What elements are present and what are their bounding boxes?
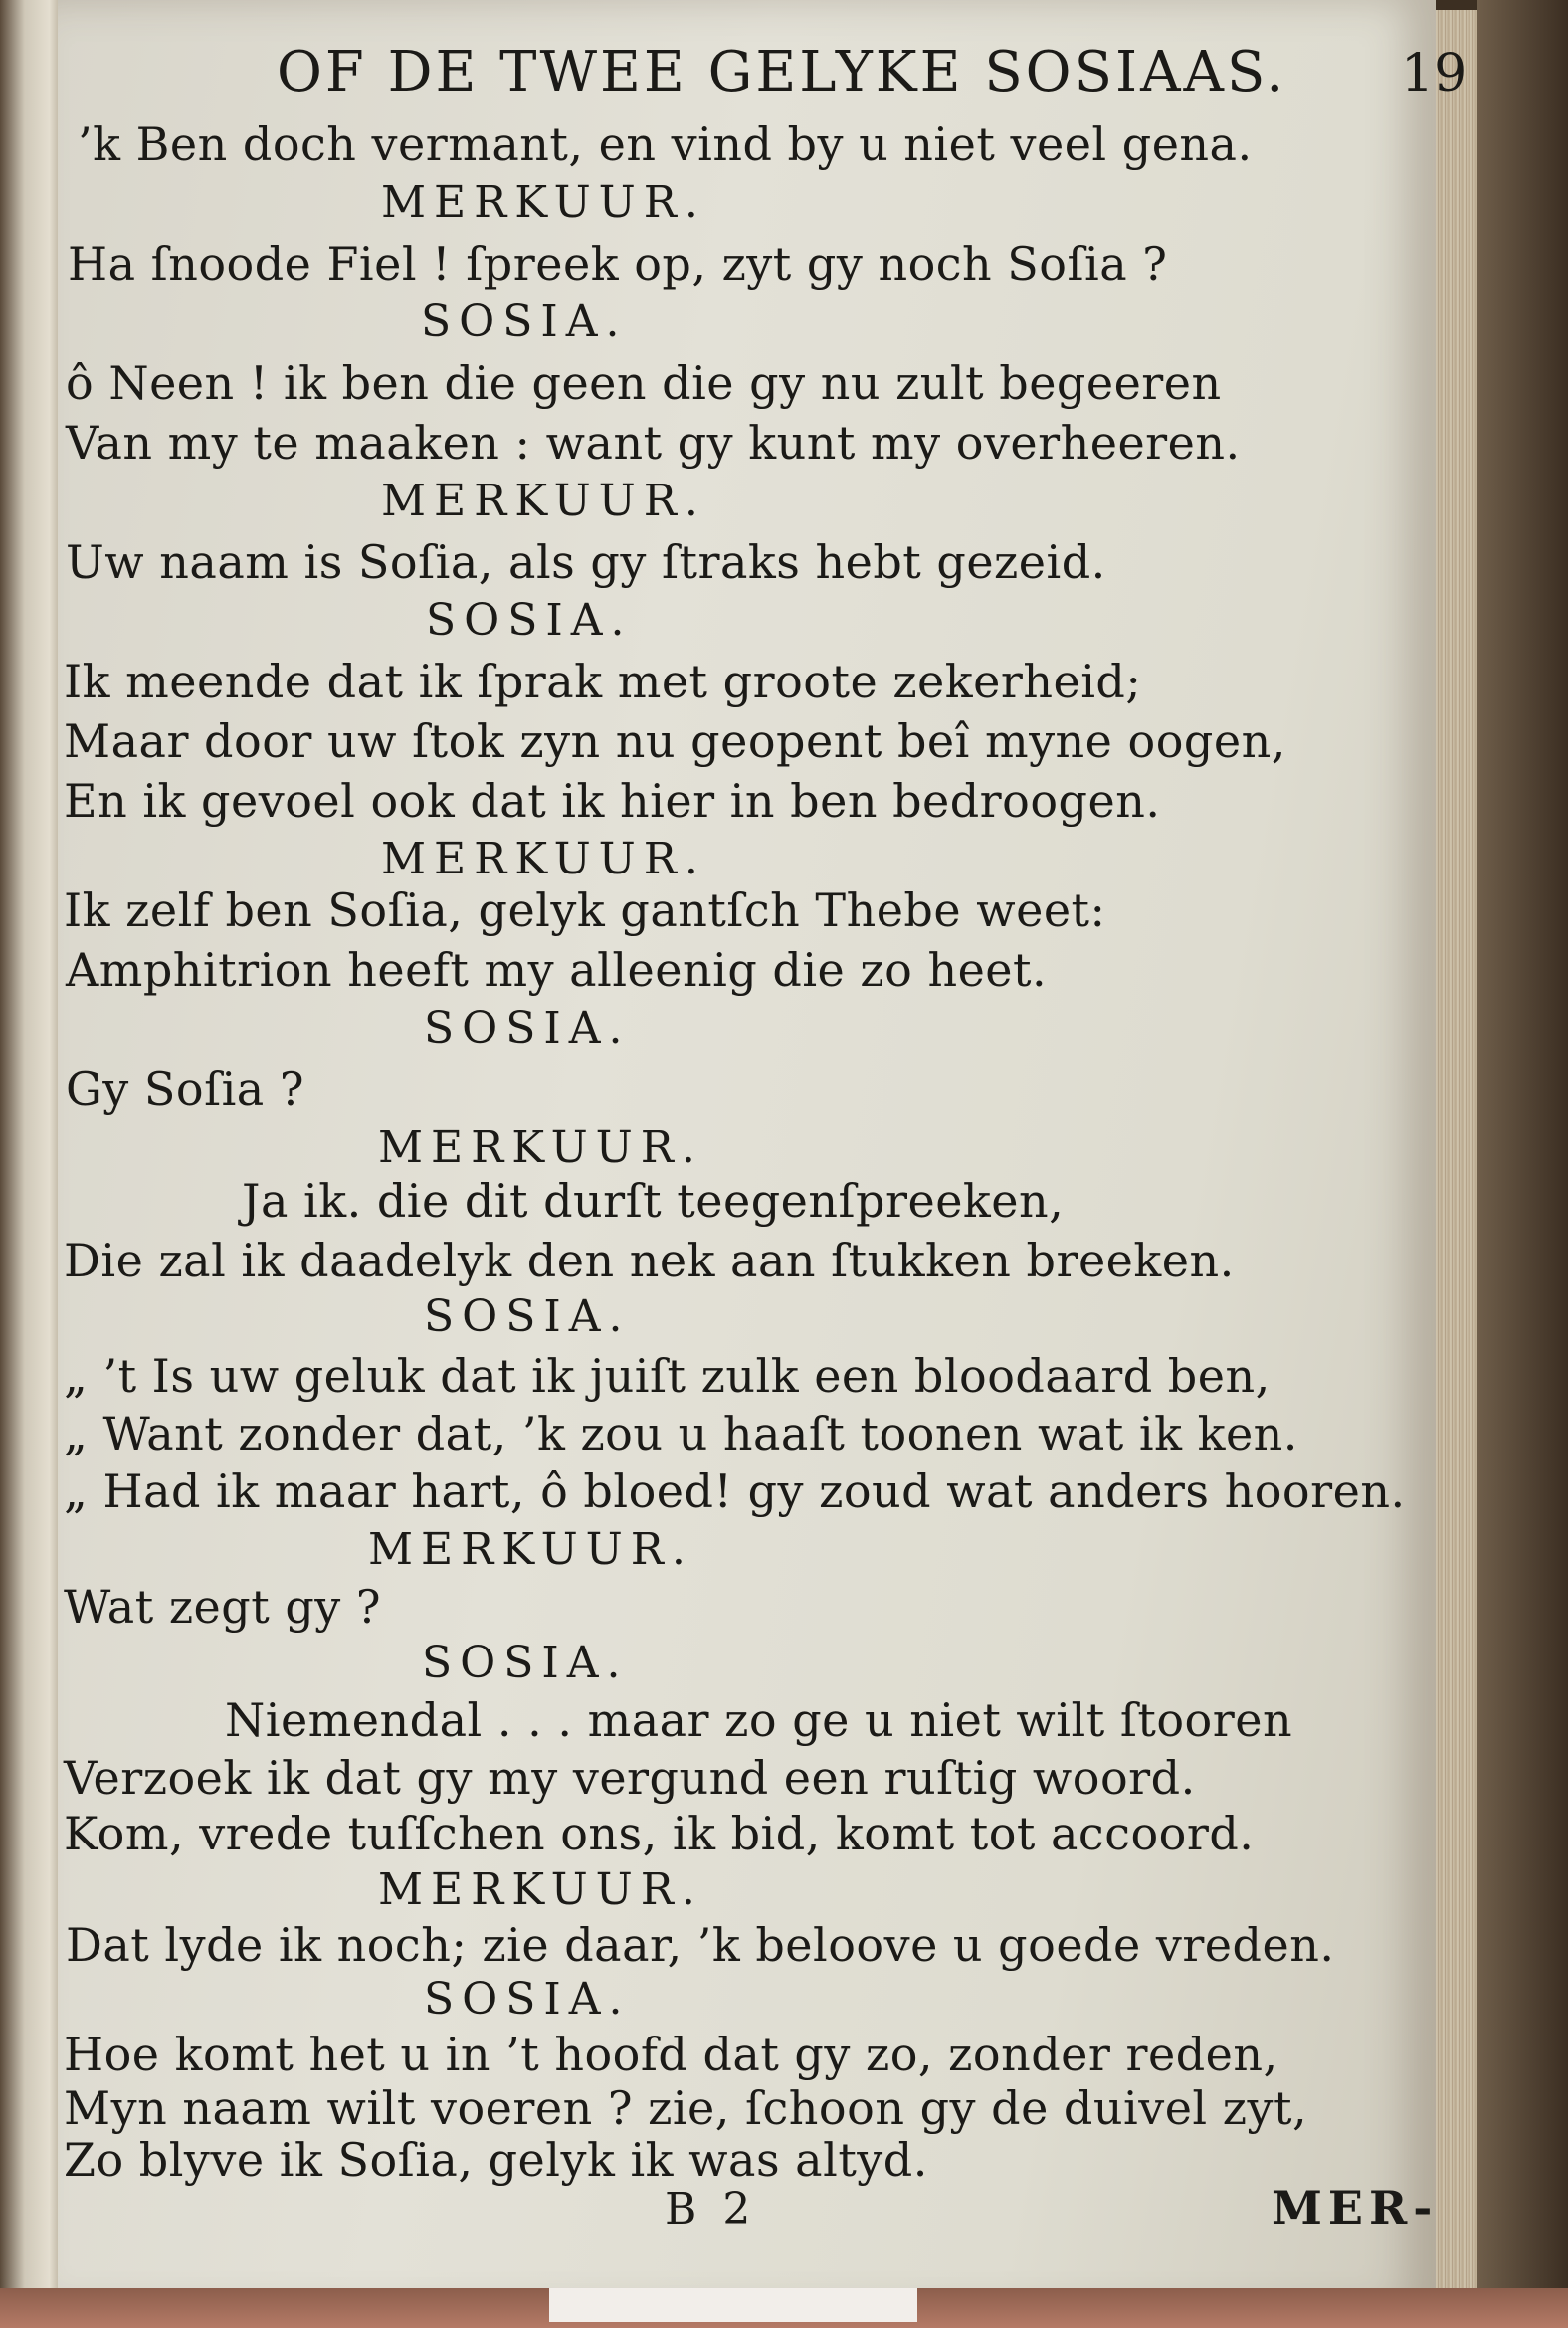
signature-mark: B 2: [665, 2184, 757, 2234]
verse-line: Uw naam is Soſia, als gy ſtraks hebt gezeid.: [66, 535, 1106, 589]
catchword: MER-: [1272, 2181, 1439, 2234]
verse-line: En ik gevoel ook dat ik hier in ben bedroogen.: [64, 774, 1161, 828]
page-number: 19: [1401, 44, 1468, 103]
verse-line: Wat zegt gy ?: [64, 1580, 382, 1634]
speaker-heading: SOSIA.: [421, 296, 628, 347]
verse-line: „ Had ik maar hart, ô bloed! gy zoud wat anders hooren.: [64, 1464, 1406, 1518]
bottom-band: [0, 2288, 1568, 2328]
speaker-heading: MERKUUR.: [381, 834, 706, 884]
verse-line: Ha ſnoode Fiel ! ſpreek op, zyt gy noch Soſia ?: [68, 237, 1168, 291]
speaker-heading: SOSIA.: [424, 1003, 631, 1054]
speaker-heading: SOSIA.: [426, 595, 633, 646]
book-page: [58, 0, 1468, 2313]
verse-line: Kom, vrede tuſſchen ons, ik bid, komt tot accoord.: [64, 1807, 1255, 1860]
verse-line: Gy Soſia ?: [66, 1063, 305, 1116]
book-cover: [1477, 0, 1568, 2328]
verse-line: ’k Ben doch vermant, en vind by u niet veel gena.: [78, 117, 1253, 171]
speaker-heading: MERKUUR.: [381, 476, 706, 526]
speaker-heading: MERKUUR.: [381, 177, 706, 228]
verse-line: Van my te maaken : want gy kunt my overheeren.: [66, 416, 1241, 470]
verse-line: Myn naam wilt voeren ? zie, ſchoon gy de duivel zyt,: [64, 2081, 1308, 2135]
verse-line: „ ’t Is uw geluk dat ik juiſt zulk een bloodaard ben,: [64, 1349, 1271, 1403]
verse-line: Amphitrion heeft my alleenig die zo heet.: [66, 943, 1048, 997]
page-header: [277, 40, 1470, 119]
verse-line: „ Want zonder dat, ’k zou u haaſt toonen wat ik ken.: [64, 1407, 1298, 1460]
speaker-heading: SOSIA.: [424, 1291, 631, 1342]
verse-line: Ik meende dat ik ſprak met groote zekerheid;: [64, 655, 1142, 708]
label-strip: [549, 2288, 917, 2322]
speaker-heading: MERKUUR.: [378, 1864, 703, 1915]
speaker-heading: MERKUUR.: [368, 1524, 693, 1575]
speaker-heading: SOSIA.: [422, 1638, 629, 1688]
verse-line: Dat lyde ik noch; zie daar, ’k beloove u goede vreden.: [66, 1918, 1335, 1972]
verse-line: Ik zelf ben Soſia, gelyk gantſch Thebe weet:: [64, 883, 1106, 937]
verse-line: Ja ik. die dit durſt teegenſpreeken,: [242, 1174, 1065, 1228]
verse-line: Niemendal . . . maar zo ge u niet wilt ſtooren: [225, 1693, 1293, 1747]
running-title: OF DE TWEE GELYKE SOSIAAS.: [277, 40, 1287, 104]
verse-line: ô Neen ! ik ben die geen die gy nu zult begeeren: [66, 356, 1222, 410]
adjacent-page-edge: [0, 0, 62, 2328]
verse-line: Maar door uw ſtok zyn nu geopent beî myne oogen,: [64, 714, 1286, 768]
verse-line: Zo blyve ik Soſia, gelyk ik was altyd.: [64, 2133, 928, 2187]
verse-line: Die zal ik daadelyk den nek aan ſtukken breeken.: [64, 1234, 1235, 1287]
verse-line: Hoe komt het u in ’t hoofd dat gy zo, zonder reden,: [64, 2028, 1278, 2081]
speaker-heading: MERKUUR.: [378, 1122, 703, 1173]
speaker-heading: SOSIA.: [424, 1974, 631, 2025]
verse-line: Verzoek ik dat gy my vergund een ruſtig woord.: [64, 1751, 1196, 1805]
